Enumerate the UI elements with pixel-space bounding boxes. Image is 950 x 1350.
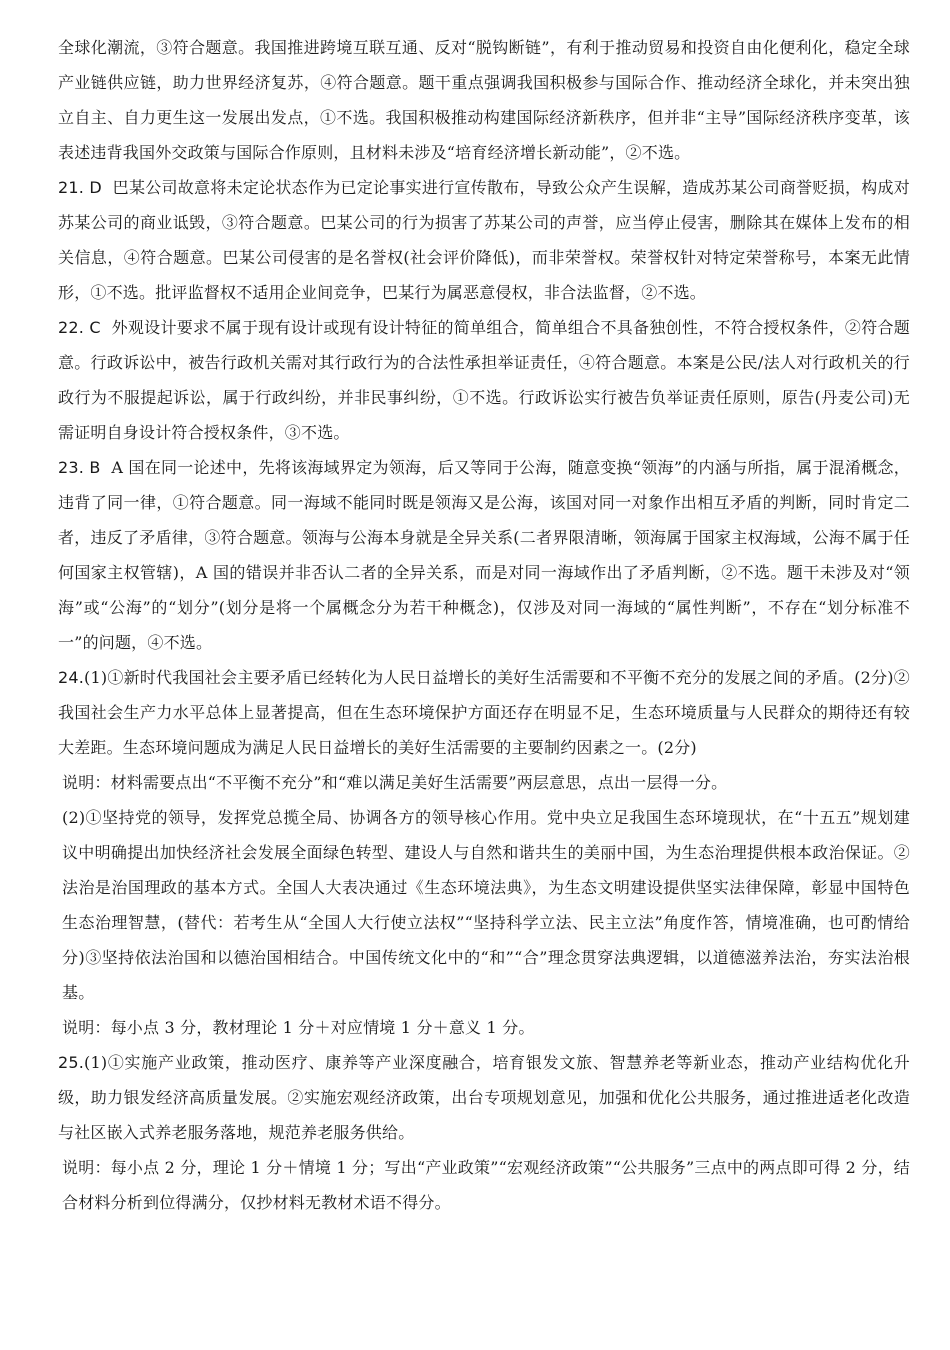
answer-text-24-part2: (2)①坚持党的领导，发挥党总揽全局、协调各方的领导核心作用。党中央立足我国生态环境现状，在“十五五”规划建议中明确提出加快经济社会发展全面绿色转型、建设人与自然和谐共生的美丽中国，为生态治理提供根本政治保证。②法治是治国理政的基本方式。全国人大表决通过《生态环境法典》，为生态文明建设提供坚实法律保障，彰显中国特色生态治理智慧，(替代：若考生从“全国人大行使立法权”“坚持科学立法、民主立法”角度作答，情境准确，也可酌情给分)③坚持依法治国和以德治国相结合。中国传统文化中的“和”“合”理念贯穿法典逻辑，以道德滋养法治，夯实法治根基。 <box>62 808 910 1002</box>
answer-number-24: 24. <box>58 668 85 687</box>
answer-text-23: A 国在同一论述中，先将该海域界定为领海，后又等同于公海，随意变换“领海”的内涵与所指，属于混淆概念，违背了同一律，①符合题意。同一海域不能同时既是领海又是公海，该国对同一对象作出相互矛盾的判断，同时肯定二者，违反了矛盾律，③符合题意。领海与公海本身就是全异关系(二者界限清晰，领海属于国家主权海域，公海不属于任何国家主权管辖)，A 国的错误并非否认二者的全异关系，而是对同一海域作出了矛盾判断，②不选。题干未涉及对“领海”或“公海”的“划分”(划分是将一个属概念分为若干种概念)，仅涉及对同一海域的“属性判断”，不存在“划分标准不一”的问题，④不选。 <box>58 458 911 652</box>
answer-note-24-part1-text: 说明：材料需要点出“不平衡不充分”和“难以满足美好生活需要”两层意思，点出一层得一分。 <box>62 773 728 792</box>
answer-number-21: 21. D <box>58 178 102 197</box>
answer-note-25-part1 <box>58 1150 910 1220</box>
answer-note-25-part1-text: 说明：每小点 2 分，理论 1 分＋情境 1 分；写出“产业政策”“宏观经济政策”“公共服务”三点中的两点即可得 2 分，结合材料分析到位得满分，仅抄材料无教材术语不得分。 <box>62 1158 910 1212</box>
answer-text-22: 外观设计要求不属于现有设计或现有设计特征的简单组合，简单组合不具备独创性，不符合授权条件，②符合题意。行政诉讼中，被告行政机关需对其行政行为的合法性承担举证责任，④符合题意。本案是公民/法人对行政机关的行政行为不服提起诉讼，属于行政纠纷，并非民事纠纷，①不选。行政诉讼实行被告负举证责任原则，原告(丹麦公司)无需证明自身设计符合授权条件，③不选。 <box>58 318 910 442</box>
answer-note-24-part2-text: 说明：每小点 3 分，教材理论 1 分＋对应情境 1 分＋意义 1 分。 <box>62 1018 535 1037</box>
answer-item-24-part1 <box>58 660 910 765</box>
answer-item-23 <box>58 450 910 660</box>
answer-continuation <box>58 30 910 170</box>
answer-item-25-part1 <box>58 1045 910 1150</box>
answer-number-22: 22. C <box>58 318 101 337</box>
answer-continuation-text: 全球化潮流，③符合题意。我国推进跨境互联互通、反对“脱钩断链”，有利于推动贸易和投资自由化便利化，稳定全球产业链供应链，助力世界经济复苏，④符合题意。题干重点强调我国积极参与国际合作、推动经济全球化，并未突出独立自主、自力更生这一发展出发点，①不选。我国积极推动构建国际经济新秩序，但并非“主导”国际经济秩序变革，该表述违背我国外交政策与国际合作原则，且材料未涉及“培育经济增长新动能”，②不选。 <box>58 38 910 162</box>
answer-note-24-part1 <box>58 765 910 800</box>
answer-number-23: 23. B <box>58 458 101 477</box>
answer-text-25-part1: (1)①实施产业政策，推动医疗、康养等产业深度融合，培育银发文旅、智慧养老等新业态，推动产业结构优化升级，助力银发经济高质量发展。②实施宏观经济政策，出台专项规划意见，加强和优化公共服务，通过推进适老化改造与社区嵌入式养老服务落地，规范养老服务供给。 <box>58 1053 910 1142</box>
answer-text-24-part1: (1)①新时代我国社会主要矛盾已经转化为人民日益增长的美好生活需要和不平衡不充分的发展之间的矛盾。(2分)②我国社会生产力水平总体上显著提高，但在生态环境保护方面还存在明显不足，生态环境质量与人民群众的期待还有较大差距。生态环境问题成为满足人民日益增长的美好生活需要的主要制约因素之一。(2分) <box>58 668 910 757</box>
answer-item-24-part2 <box>58 800 910 1010</box>
answer-item-21 <box>58 170 910 310</box>
answer-item-22 <box>58 310 910 450</box>
answer-text-21: 巴某公司故意将未定论状态作为已定论事实进行宣传散布，导致公众产生误解，造成苏某公司商誉贬损，构成对苏某公司的商业诋毁，③符合题意。巴某公司的行为损害了苏某公司的声誉，应当停止侵害，删除其在媒体上发布的相关信息，④符合题意。巴某公司侵害的是名誉权(社会评价降低)，而非荣誉权。荣誉权针对特定荣誉称号，本案无此情形，①不选。批评监督权不适用企业间竞争，巴某行为属恶意侵权，非合法监督，②不选。 <box>58 178 911 302</box>
answer-note-24-part2 <box>58 1010 910 1045</box>
answer-number-25: 25. <box>58 1053 85 1072</box>
